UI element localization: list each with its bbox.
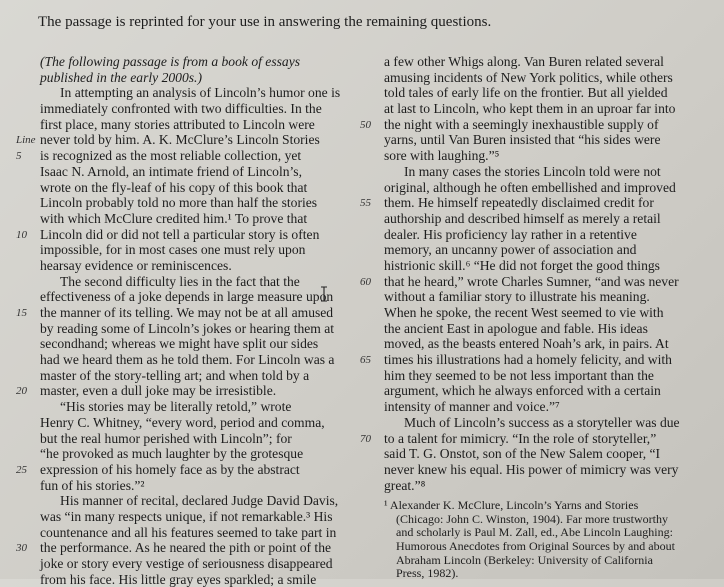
- line-text: joke or story every vestige of seriousness disappeared: [40, 556, 333, 571]
- passage-line: [384, 242, 706, 258]
- passage-line: [384, 101, 706, 117]
- line-text: fun of his stories.”²: [40, 477, 145, 493]
- footnote-line: Abraham Lincoln (Berkeley: University of California: [396, 552, 653, 567]
- passage-line: [360, 195, 706, 211]
- line-text: yarns, until Van Buren insisted that “his sides were: [384, 132, 661, 148]
- line-text: sore with laughing.”⁵: [384, 148, 500, 164]
- passage-heading: The passage is reprinted for your use in answering the remaining questions.: [38, 14, 492, 30]
- line-text: by reading some of Lincoln’s jokes or hearing them at: [40, 320, 335, 336]
- passage-left-column: [16, 54, 354, 587]
- line-text: from his face. His little gray eyes sparkled; a smile: [40, 571, 317, 587]
- passage-line: [40, 446, 354, 462]
- line-text: The second difficulty lies in the fact that the: [60, 273, 300, 289]
- line-text: dealer. His proficiency lay rather in a retentive: [384, 226, 637, 242]
- passage-line: [384, 70, 706, 86]
- footnote-line: and scholarly is Paul M. Zall, ed., Abe Lincoln Laughing:: [396, 525, 673, 540]
- footnote: [384, 499, 706, 581]
- passage-line: [360, 430, 706, 447]
- line-text: His manner of recital, declared Judge David Davis,: [60, 493, 339, 509]
- line-text: “he provoked as much laughter by the grotesque: [40, 446, 304, 462]
- line-text: the ancient East in apologue and fable. His ideas: [384, 320, 648, 336]
- line-text: moved, as the beasts entered Noah’s ark, in pairs. At: [384, 336, 669, 352]
- passage-line: [384, 180, 706, 196]
- passage-line: [16, 305, 354, 321]
- line-number: 10: [16, 228, 27, 241]
- line-text: the manner of its telling. We may not be at all amused: [40, 305, 334, 320]
- passage-line: [16, 461, 354, 478]
- passage-line: [384, 368, 706, 384]
- line-number: 55: [360, 197, 371, 210]
- line-text: him they seemed to be not less important than the: [384, 367, 654, 383]
- passage-line: [384, 415, 706, 431]
- passage-right-column: [360, 54, 706, 581]
- line-text: argument, which he always enforced with a certain: [384, 383, 661, 399]
- passage-line: [384, 54, 706, 70]
- line-text: the performance. As he neared the pith or point of the: [40, 540, 332, 556]
- line-text: published in the early 2000s.): [40, 69, 202, 85]
- footnote-line: Humorous Anecdotes from Original Sources by and about: [396, 539, 675, 554]
- line-text: without a familiar story to illustrate his meaning.: [384, 289, 650, 305]
- line-text: told tales of early life on the frontier. But all yielded: [384, 85, 668, 101]
- passage-line: [40, 352, 354, 368]
- passage-line: [40, 258, 354, 274]
- passage-line: [16, 383, 354, 399]
- passage-line: [384, 446, 706, 462]
- line-number: 65: [360, 354, 371, 367]
- passage-line: [384, 289, 706, 305]
- line-text: In many cases the stories Lincoln told were not: [404, 163, 661, 179]
- line-text: Lincoln did or did not tell a particular story is often: [40, 226, 320, 242]
- passage-line: [384, 399, 706, 415]
- line-text: never knew his equal. His power of mimicry was very: [384, 461, 679, 477]
- passage-line: [384, 132, 706, 148]
- passage-line: [384, 305, 706, 321]
- line-text: hearsay evidence or reminiscences.: [40, 257, 232, 273]
- line-text: intensity of manner and voice.”⁷: [384, 399, 560, 415]
- line-number: 50: [360, 118, 371, 131]
- passage-line: [40, 117, 354, 133]
- passage-line: [384, 478, 706, 494]
- line-text: never told by him. A. K. McClure’s Lincoln Stories: [40, 132, 320, 148]
- passage-line: [40, 415, 354, 431]
- passage-line: [16, 148, 354, 164]
- passage-line: [40, 336, 354, 352]
- line-text: first place, many stories attributed to Lincoln were: [40, 116, 315, 132]
- footnote-line: ¹ Alexander K. McClure, Lincoln’s Yarns and Stories: [384, 498, 639, 513]
- passage-line: [384, 258, 706, 274]
- line-text: histrionic skill.⁶ “He did not forget the good things: [384, 257, 660, 273]
- passage-line: [40, 70, 354, 86]
- line-text: expression of his homely face as by the abstract: [40, 461, 300, 477]
- passage-line: [384, 462, 706, 478]
- passage-line: [384, 336, 706, 352]
- line-text: Henry C. Whitney, “every word, period and comma,: [40, 414, 325, 430]
- line-text: immediately confronted with two difficulties. In the: [40, 101, 322, 117]
- line-text: master, even a dull joke may be irresistible.: [40, 383, 277, 399]
- passage-line: [384, 211, 706, 227]
- line-text: is recognized as the most reliable collection, yet: [40, 148, 302, 164]
- footnote-line: Press, 1982).: [396, 566, 459, 581]
- passage-line: [40, 242, 354, 258]
- line-text: was “in many respects unique, if not remarkable.³ His: [40, 508, 333, 524]
- line-text: Lincoln probably told no more than half the stories: [40, 195, 318, 211]
- line-text: times his illustrations had a homely felicity, and with: [384, 352, 672, 368]
- passage-line: [40, 101, 354, 117]
- passage-line: [384, 383, 706, 399]
- passage-line: [40, 321, 354, 337]
- line-number: Line: [16, 134, 36, 147]
- line-text: them. He himself repeatedly disclaimed credit for: [384, 195, 654, 211]
- line-text: but the real humor perished with Lincoln”; for: [40, 430, 292, 446]
- passage-line: [384, 164, 706, 180]
- passage-line: [16, 132, 354, 148]
- passage-line: [40, 289, 354, 305]
- line-number: 70: [360, 432, 371, 445]
- line-text: Isaac N. Arnold, an intimate friend of Lincoln’s,: [40, 163, 302, 179]
- line-text: authorship and described himself as merely a retail: [384, 210, 661, 226]
- line-text: effectiveness of a joke depends in large measure upon: [40, 289, 334, 305]
- passage-line: [40, 211, 354, 227]
- passage-line: [40, 493, 354, 509]
- passage-line: [40, 368, 354, 384]
- line-number: 30: [16, 542, 27, 555]
- line-text: Much of Lincoln’s success as a storyteller was due: [404, 414, 680, 430]
- line-text: amusing incidents of New York politics, while others: [384, 69, 673, 85]
- passage-line: [40, 431, 354, 447]
- passage-line: [40, 274, 354, 290]
- passage-line: [16, 226, 354, 243]
- line-text: said T. G. Onstot, son of the New Salem cooper, “I: [384, 446, 661, 462]
- passage-line: [360, 116, 706, 133]
- line-text: with which McClure credited him.¹ To prove that: [40, 210, 308, 226]
- text-cursor-icon: [318, 286, 330, 302]
- passage-line: [384, 227, 706, 243]
- footnote-line: (Chicago: John C. Winston, 1904). Far more trustworthy: [396, 511, 668, 526]
- passage-line: [384, 321, 706, 337]
- passage-line: [384, 148, 706, 164]
- passage-line: [40, 509, 354, 525]
- line-text: memory, an uncanny power of association and: [384, 242, 637, 258]
- line-text: master of the story-telling art; and when told by a: [40, 367, 310, 383]
- line-number: 15: [16, 307, 27, 319]
- passage-line: [40, 164, 354, 180]
- line-text: to a talent for mimicry. “In the role of storyteller,”: [384, 430, 657, 446]
- passage-line: [40, 478, 354, 494]
- line-text: secondhand; whereas we might have split our sides: [40, 336, 319, 352]
- passage-line: [40, 54, 354, 70]
- line-text: a few other Whigs along. Van Buren related several: [384, 54, 664, 69]
- line-number: 60: [360, 275, 371, 288]
- passage-line: [40, 525, 354, 541]
- line-text: In attempting an analysis of Lincoln’s humor one is: [60, 85, 341, 101]
- passage-line: [360, 352, 706, 368]
- line-text: wrote on the fly-leaf of his copy of this book that: [40, 179, 308, 195]
- line-text: had we heard them as he told them. For Lincoln was a: [40, 352, 335, 368]
- line-text: “His stories may be literally retold,” wrote: [60, 399, 292, 415]
- line-text: impossible, for in most cases one must rely upon: [40, 242, 306, 258]
- passage-line: [384, 85, 706, 101]
- line-text: original, although he often embellished and improved: [384, 179, 676, 195]
- line-number: 5: [16, 150, 22, 163]
- line-text: When he spoke, the recent West seemed to vie with: [384, 305, 664, 320]
- line-number: 20: [16, 385, 27, 398]
- line-text: that he heard,” wrote Charles Sumner, “and was never: [384, 273, 679, 289]
- line-text: the night with a seemingly inexhaustible supply of: [384, 116, 659, 132]
- passage-line: [40, 195, 354, 211]
- passage-line: [360, 273, 706, 290]
- line-text: great.”⁸: [384, 477, 426, 493]
- line-text: countenance and all his features seemed to take part in: [40, 524, 337, 540]
- passage-line: [40, 399, 354, 415]
- line-text: at last to Lincoln, who kept them in an uproar far into: [384, 101, 676, 117]
- passage-line: [40, 572, 354, 587]
- passage-line: [40, 85, 354, 101]
- line-text: (The following passage is from a book of essays: [40, 54, 301, 69]
- line-number: 25: [16, 463, 27, 476]
- passage-line: [40, 556, 354, 572]
- passage-line: [16, 540, 354, 556]
- passage-line: [40, 180, 354, 196]
